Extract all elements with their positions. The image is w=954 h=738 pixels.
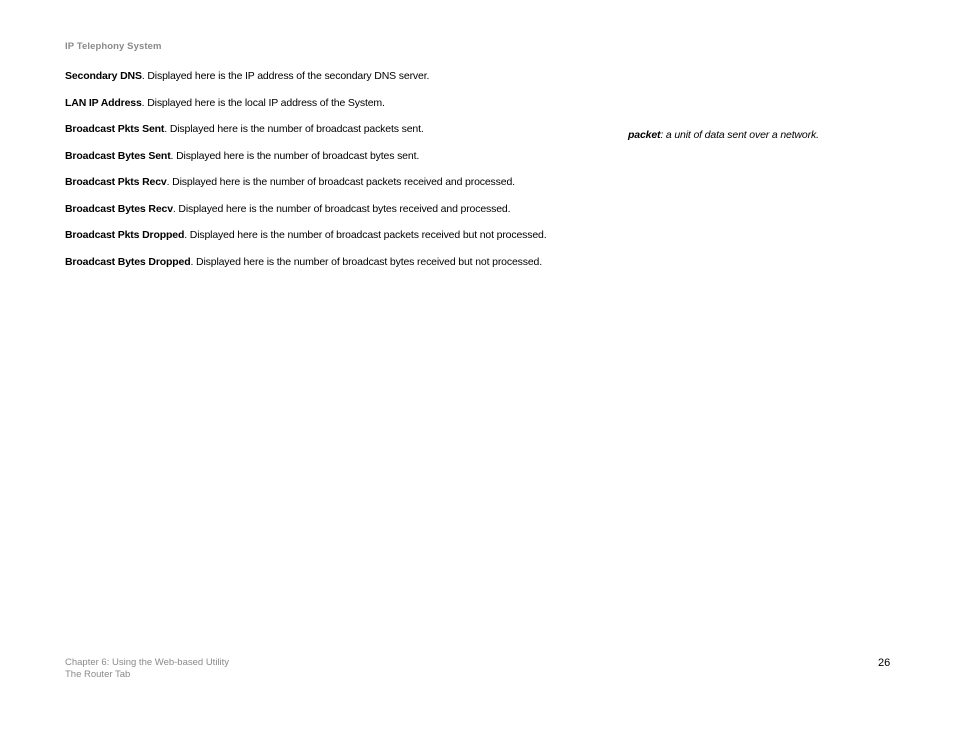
page-number: 26 [878, 657, 891, 669]
entry-description: . Displayed here is the number of broadcast bytes received but not processed. [190, 255, 542, 268]
entry-secondary-dns [65, 69, 605, 96]
footer [65, 657, 229, 681]
entry-description: . Displayed here is the number of broadcast packets received but not processed. [184, 229, 547, 241]
entry-term: Broadcast Bytes Sent [65, 149, 171, 162]
entry-description: . Displayed here is the number of broadcast bytes sent. [170, 149, 420, 162]
entry-broadcast-pkts-recv [65, 175, 605, 202]
entry-term: LAN IP Address [65, 96, 142, 109]
glossary-definition: : a unit of data sent over a network. [660, 129, 819, 141]
entry-term: Broadcast Pkts Dropped [65, 229, 185, 241]
entry-broadcast-pkts-dropped [65, 228, 605, 255]
definition-list [65, 69, 605, 281]
entry-description: . Displayed here is the number of broadcast bytes received and processed. [172, 202, 511, 215]
entry-broadcast-pkts-sent [65, 122, 605, 149]
entry-broadcast-bytes-recv [65, 202, 605, 229]
entry-term: Broadcast Bytes Recv [65, 202, 173, 215]
entry-term: Secondary DNS [65, 70, 142, 82]
running-header: IP Telephony System [65, 41, 162, 52]
entry-description: . Displayed here is the IP address of the secondary DNS server. [141, 70, 430, 82]
entry-description: . Displayed here is the number of broadcast packets sent. [164, 123, 424, 135]
footer-chapter: Chapter 6: Using the Web-based Utility [65, 657, 230, 668]
entry-description: . Displayed here is the local IP address of the System. [141, 96, 385, 109]
entry-term: Broadcast Pkts Recv [65, 176, 167, 188]
entry-broadcast-bytes-dropped [65, 255, 605, 282]
footer-section: The Router Tab [65, 669, 131, 680]
entry-term: Broadcast Bytes Dropped [65, 255, 191, 268]
glossary-term: packet [628, 129, 661, 141]
glossary-note [628, 129, 819, 141]
entry-description: . Displayed here is the number of broadcast packets received and processed. [166, 176, 515, 188]
entry-lan-ip-address [65, 96, 605, 123]
entry-term: Broadcast Pkts Sent [65, 123, 165, 135]
entry-broadcast-bytes-sent [65, 149, 605, 176]
